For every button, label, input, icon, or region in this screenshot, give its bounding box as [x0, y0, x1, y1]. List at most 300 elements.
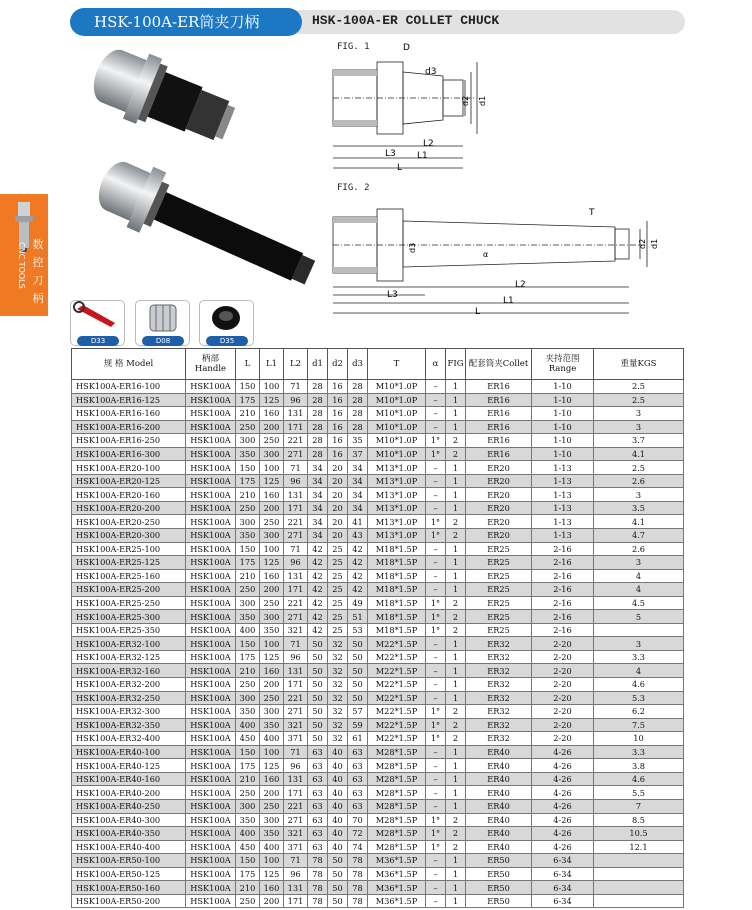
- table-cell: HSK100A: [186, 474, 236, 488]
- table-cell: 34: [308, 474, 328, 488]
- table-row: [72, 772, 684, 786]
- table-cell: 100: [260, 745, 284, 759]
- table-cell: 32: [328, 718, 348, 732]
- table-cell: 131: [284, 569, 308, 583]
- table-cell: 61: [348, 732, 368, 746]
- table-cell: ER16: [466, 407, 532, 421]
- table-cell: HSK100A-ER40-250: [72, 799, 186, 813]
- table-cell: 96: [284, 759, 308, 773]
- table-cell: 34: [308, 501, 328, 515]
- table-cell: 2.5: [594, 393, 684, 407]
- table-cell: HSK100A: [186, 664, 236, 678]
- table-cell: 6.2: [594, 705, 684, 719]
- table-cell: 400: [260, 840, 284, 854]
- table-cell: 300: [260, 529, 284, 543]
- table-cell: 5.5: [594, 786, 684, 800]
- table-cell: ER20: [466, 501, 532, 515]
- table-cell: 400: [236, 718, 260, 732]
- tab-char-2: 控: [32, 256, 44, 269]
- table-cell: 2-20: [532, 650, 594, 664]
- accessory-label: D08: [142, 336, 184, 346]
- table-cell: 1: [446, 650, 466, 664]
- table-cell: 4.6: [594, 772, 684, 786]
- table-cell: ER40: [466, 827, 532, 841]
- table-cell: 1: [446, 881, 466, 895]
- table-cell: 42: [308, 596, 328, 610]
- table-cell: 3: [594, 488, 684, 502]
- table-cell: 25: [328, 596, 348, 610]
- table-cell: 34: [348, 474, 368, 488]
- table-cell: 16: [328, 447, 348, 461]
- table-cell: 150: [236, 745, 260, 759]
- table-cell: 16: [328, 393, 348, 407]
- table-cell: 32: [328, 650, 348, 664]
- table-cell: 175: [236, 759, 260, 773]
- table-cell: 96: [284, 474, 308, 488]
- table-cell: –: [426, 691, 446, 705]
- table-cell: HSK100A: [186, 854, 236, 868]
- table-cell: 175: [236, 474, 260, 488]
- table-cell: HSK100A-ER25-350: [72, 623, 186, 637]
- table-cell: 2.5: [594, 380, 684, 394]
- table-cell: 78: [308, 854, 328, 868]
- table-cell: –: [426, 393, 446, 407]
- table-cell: 2.5: [594, 461, 684, 475]
- table-cell: 450: [236, 732, 260, 746]
- table-cell: M36*1.5P: [368, 881, 426, 895]
- table-cell: 34: [348, 488, 368, 502]
- table-cell: 1°: [426, 813, 446, 827]
- table-cell: 1: [446, 867, 466, 881]
- table-cell: 125: [260, 650, 284, 664]
- table-cell: 131: [284, 488, 308, 502]
- table-cell: M22*1.5P: [368, 732, 426, 746]
- column-header: 重量KGS: [594, 349, 684, 380]
- table-cell: 71: [284, 854, 308, 868]
- dim-T: T: [589, 208, 595, 218]
- table-cell: 2-20: [532, 691, 594, 705]
- table-cell: 50: [348, 650, 368, 664]
- dim-D: D: [403, 43, 410, 53]
- table-cell: 50: [348, 678, 368, 692]
- table-cell: HSK100A: [186, 827, 236, 841]
- table-cell: 6-34: [532, 854, 594, 868]
- table-cell: –: [426, 881, 446, 895]
- table-cell: 28: [348, 393, 368, 407]
- table-cell: 2: [446, 515, 466, 529]
- table-cell: 210: [236, 407, 260, 421]
- table-cell: 50: [308, 691, 328, 705]
- table-row: [72, 529, 684, 543]
- table-cell: M28*1.5P: [368, 745, 426, 759]
- table-row: [72, 596, 684, 610]
- table-cell: 63: [308, 840, 328, 854]
- table-cell: 20: [328, 474, 348, 488]
- column-header: 规 格 Model: [72, 349, 186, 380]
- table-cell: 1°: [426, 827, 446, 841]
- table-cell: HSK100A-ER25-125: [72, 556, 186, 570]
- table-cell: HSK100A: [186, 542, 236, 556]
- table-cell: 50: [308, 637, 328, 651]
- table-cell: ER16: [466, 420, 532, 434]
- table-cell: 300: [260, 705, 284, 719]
- table-cell: 160: [260, 407, 284, 421]
- table-cell: 1°: [426, 840, 446, 854]
- table-cell: –: [426, 474, 446, 488]
- table-row: [72, 678, 684, 692]
- table-cell: 32: [328, 678, 348, 692]
- column-header: d1: [308, 349, 328, 380]
- table-cell: HSK100A: [186, 596, 236, 610]
- table-cell: 28: [348, 420, 368, 434]
- table-cell: 41: [348, 515, 368, 529]
- table-cell: 4-26: [532, 827, 594, 841]
- table-row: [72, 894, 684, 908]
- table-cell: 2: [446, 434, 466, 448]
- fig2-drawing: [325, 195, 665, 320]
- table-cell: 371: [284, 732, 308, 746]
- column-header: T: [368, 349, 426, 380]
- table-cell: 100: [260, 542, 284, 556]
- table-cell: 4-26: [532, 840, 594, 854]
- table-cell: 63: [308, 745, 328, 759]
- table-cell: ER20: [466, 474, 532, 488]
- table-cell: 1: [446, 542, 466, 556]
- table-cell: 450: [236, 840, 260, 854]
- clamping-nut-icon: [200, 301, 253, 335]
- table-row: [72, 867, 684, 881]
- table-cell: M36*1.5P: [368, 867, 426, 881]
- table-cell: 221: [284, 596, 308, 610]
- table-cell: ER25: [466, 623, 532, 637]
- column-header: 配套筒夹Collet: [466, 349, 532, 380]
- table-cell: M22*1.5P: [368, 650, 426, 664]
- table-cell: ER32: [466, 637, 532, 651]
- table-cell: –: [426, 407, 446, 421]
- table-cell: HSK100A-ER32-350: [72, 718, 186, 732]
- table-cell: 1: [446, 772, 466, 786]
- table-cell: HSK100A-ER20-200: [72, 501, 186, 515]
- table-cell: 3.5: [594, 501, 684, 515]
- table-cell: 50: [328, 894, 348, 908]
- table-cell: 50: [308, 678, 328, 692]
- table-cell: HSK100A: [186, 610, 236, 624]
- table-cell: ER40: [466, 786, 532, 800]
- dim-L3: L3: [387, 290, 398, 300]
- table-cell: ER32: [466, 691, 532, 705]
- table-cell: –: [426, 799, 446, 813]
- table-cell: 25: [328, 623, 348, 637]
- fig1-label: FIG. 1: [337, 42, 370, 52]
- table-cell: 71: [284, 745, 308, 759]
- table-cell: 28: [348, 380, 368, 394]
- table-cell: M18*1.5P: [368, 556, 426, 570]
- table-cell: 57: [348, 705, 368, 719]
- table-cell: 40: [328, 840, 348, 854]
- table-cell: M28*1.5P: [368, 840, 426, 854]
- table-cell: 2: [446, 840, 466, 854]
- table-cell: HSK100A: [186, 393, 236, 407]
- table-cell: ER25: [466, 596, 532, 610]
- product-photo-short: [78, 40, 248, 155]
- table-cell: M10*1.0P: [368, 434, 426, 448]
- table-cell: 4: [594, 664, 684, 678]
- table-cell: HSK100A-ER32-300: [72, 705, 186, 719]
- accessory-wrench: [70, 300, 125, 346]
- table-cell: 72: [348, 827, 368, 841]
- table-cell: HSK100A-ER50-160: [72, 881, 186, 895]
- table-row: [72, 515, 684, 529]
- table-cell: 210: [236, 772, 260, 786]
- table-cell: –: [426, 569, 446, 583]
- table-cell: HSK100A-ER50-125: [72, 867, 186, 881]
- table-cell: 40: [328, 745, 348, 759]
- table-cell: 49: [348, 596, 368, 610]
- table-cell: 175: [236, 650, 260, 664]
- table-cell: M28*1.5P: [368, 759, 426, 773]
- table-cell: 1: [446, 407, 466, 421]
- table-cell: 321: [284, 623, 308, 637]
- table-cell: 125: [260, 759, 284, 773]
- table-cell: 28: [308, 393, 328, 407]
- table-cell: 1-10: [532, 380, 594, 394]
- table-cell: 40: [328, 827, 348, 841]
- table-cell: M22*1.5P: [368, 718, 426, 732]
- table-cell: 4-26: [532, 759, 594, 773]
- table-row: [72, 623, 684, 637]
- table-cell: 74: [348, 840, 368, 854]
- table-cell: ER20: [466, 529, 532, 543]
- table-cell: 3: [594, 637, 684, 651]
- table-cell: 250: [260, 434, 284, 448]
- table-cell: M18*1.5P: [368, 569, 426, 583]
- table-cell: –: [426, 583, 446, 597]
- table-cell: 350: [236, 813, 260, 827]
- table-cell: –: [426, 786, 446, 800]
- table-cell: 71: [284, 637, 308, 651]
- table-cell: 271: [284, 529, 308, 543]
- table-cell: 42: [308, 542, 328, 556]
- table-cell: 100: [260, 461, 284, 475]
- table-cell: 71: [284, 461, 308, 475]
- table-row: [72, 691, 684, 705]
- table-cell: 10.5: [594, 827, 684, 841]
- table-cell: 300: [236, 515, 260, 529]
- table-cell: 350: [236, 705, 260, 719]
- table-cell: M36*1.5P: [368, 894, 426, 908]
- table-cell: 63: [348, 745, 368, 759]
- table-cell: HSK100A: [186, 705, 236, 719]
- table-cell: HSK100A-ER25-250: [72, 596, 186, 610]
- table-cell: –: [426, 664, 446, 678]
- table-cell: 125: [260, 556, 284, 570]
- table-cell: HSK100A: [186, 840, 236, 854]
- table-cell: 5.3: [594, 691, 684, 705]
- table-cell: 400: [260, 732, 284, 746]
- table-cell: 210: [236, 664, 260, 678]
- table-cell: 250: [260, 596, 284, 610]
- table-cell: HSK100A-ER32-200: [72, 678, 186, 692]
- table-cell: HSK100A-ER50-100: [72, 854, 186, 868]
- table-cell: HSK100A-ER16-100: [72, 380, 186, 394]
- table-cell: 59: [348, 718, 368, 732]
- table-cell: 3.3: [594, 650, 684, 664]
- table-cell: M13*1.0P: [368, 501, 426, 515]
- table-cell: 350: [236, 610, 260, 624]
- table-cell: 2.6: [594, 542, 684, 556]
- table-cell: HSK100A-ER32-125: [72, 650, 186, 664]
- table-row: [72, 786, 684, 800]
- dim-L: L: [475, 307, 481, 317]
- table-cell: 1: [446, 759, 466, 773]
- table-cell: 4: [594, 569, 684, 583]
- table-cell: 1°: [426, 623, 446, 637]
- table-cell: –: [426, 556, 446, 570]
- table-cell: M28*1.5P: [368, 786, 426, 800]
- table-cell: 4.5: [594, 596, 684, 610]
- table-cell: –: [426, 867, 446, 881]
- table-cell: 175: [236, 556, 260, 570]
- table-cell: ER40: [466, 813, 532, 827]
- table-cell: –: [426, 380, 446, 394]
- table-cell: 78: [348, 894, 368, 908]
- table-cell: 1: [446, 474, 466, 488]
- table-cell: HSK100A-ER16-300: [72, 447, 186, 461]
- table-cell: 7.5: [594, 718, 684, 732]
- table-cell: 300: [236, 691, 260, 705]
- table-row: [72, 799, 684, 813]
- table-cell: ER20: [466, 488, 532, 502]
- table-cell: 250: [236, 786, 260, 800]
- accessory-collet: [135, 300, 190, 346]
- dim-d2: d2: [638, 238, 647, 249]
- table-cell: 1-10: [532, 434, 594, 448]
- table-cell: 78: [308, 867, 328, 881]
- product-photo-long: [78, 150, 328, 300]
- collet-icon: [136, 301, 189, 335]
- table-cell: 32: [328, 691, 348, 705]
- table-cell: HSK100A: [186, 515, 236, 529]
- table-cell: 8.5: [594, 813, 684, 827]
- page-title-en: HSK-100A-ER COLLET CHUCK: [312, 13, 500, 28]
- accessory-label: D33: [77, 336, 119, 346]
- table-cell: HSK100A-ER20-300: [72, 529, 186, 543]
- table-cell: 350: [260, 718, 284, 732]
- table-cell: –: [426, 678, 446, 692]
- table-cell: 1°: [426, 515, 446, 529]
- table-cell: ER40: [466, 840, 532, 854]
- table-cell: 40: [328, 759, 348, 773]
- dim-alpha: α: [483, 250, 489, 259]
- table-cell: –: [426, 501, 446, 515]
- table-cell: 20: [328, 515, 348, 529]
- table-cell: 50: [348, 691, 368, 705]
- table-cell: HSK100A-ER40-125: [72, 759, 186, 773]
- table-cell: 150: [236, 542, 260, 556]
- table-cell: 160: [260, 881, 284, 895]
- column-header: L1: [260, 349, 284, 380]
- table-cell: 42: [308, 610, 328, 624]
- table-cell: 210: [236, 881, 260, 895]
- table-row: [72, 827, 684, 841]
- dim-L2: L2: [515, 280, 526, 290]
- table-cell: 1-13: [532, 529, 594, 543]
- dim-d2: d2: [461, 95, 470, 106]
- table-cell: ER25: [466, 542, 532, 556]
- table-cell: 6-34: [532, 881, 594, 895]
- table-cell: 40: [328, 813, 348, 827]
- table-cell: M22*1.5P: [368, 637, 426, 651]
- table-cell: 4-26: [532, 799, 594, 813]
- table-cell: 34: [348, 501, 368, 515]
- table-cell: 2: [446, 529, 466, 543]
- table-cell: 160: [260, 664, 284, 678]
- table-cell: 250: [260, 799, 284, 813]
- table-cell: 78: [308, 881, 328, 895]
- table-cell: 150: [236, 637, 260, 651]
- table-cell: 171: [284, 420, 308, 434]
- table-cell: 160: [260, 772, 284, 786]
- table-cell: 34: [308, 515, 328, 529]
- table-cell: 1: [446, 461, 466, 475]
- table-cell: HSK100A: [186, 881, 236, 895]
- dim-d1: d1: [650, 238, 659, 249]
- table-cell: HSK100A: [186, 623, 236, 637]
- table-cell: M22*1.5P: [368, 705, 426, 719]
- table-cell: 50: [308, 650, 328, 664]
- table-cell: 200: [260, 894, 284, 908]
- table-cell: HSK100A: [186, 732, 236, 746]
- table-cell: 63: [308, 827, 328, 841]
- table-cell: 1°: [426, 610, 446, 624]
- table-cell: 63: [308, 786, 328, 800]
- table-cell: ER25: [466, 569, 532, 583]
- table-cell: 16: [328, 434, 348, 448]
- table-cell: HSK100A-ER25-300: [72, 610, 186, 624]
- table-cell: 5: [594, 610, 684, 624]
- table-cell: 271: [284, 813, 308, 827]
- accessory-nut: [199, 300, 254, 346]
- table-cell: 20: [328, 529, 348, 543]
- table-cell: 16: [328, 380, 348, 394]
- table-row: [72, 745, 684, 759]
- table-cell: 221: [284, 691, 308, 705]
- table-cell: 210: [236, 488, 260, 502]
- table-cell: HSK100A-ER16-200: [72, 420, 186, 434]
- table-cell: 150: [236, 854, 260, 868]
- table-cell: 34: [308, 488, 328, 502]
- table-cell: HSK100A-ER16-250: [72, 434, 186, 448]
- table-cell: HSK100A-ER20-250: [72, 515, 186, 529]
- table-cell: HSK100A: [186, 799, 236, 813]
- table-cell: HSK100A: [186, 569, 236, 583]
- table-cell: 4-26: [532, 745, 594, 759]
- table-cell: HSK100A-ER40-300: [72, 813, 186, 827]
- table-cell: 16: [328, 407, 348, 421]
- spec-table: [71, 348, 684, 908]
- table-cell: 78: [348, 881, 368, 895]
- table-cell: M22*1.5P: [368, 664, 426, 678]
- table-cell: HSK100A: [186, 718, 236, 732]
- table-cell: ER20: [466, 515, 532, 529]
- table-cell: HSK100A-ER32-160: [72, 664, 186, 678]
- table-row: [72, 881, 684, 895]
- table-cell: 300: [260, 610, 284, 624]
- table-cell: HSK100A: [186, 529, 236, 543]
- table-cell: 42: [308, 583, 328, 597]
- table-cell: 1-13: [532, 501, 594, 515]
- table-cell: HSK100A: [186, 447, 236, 461]
